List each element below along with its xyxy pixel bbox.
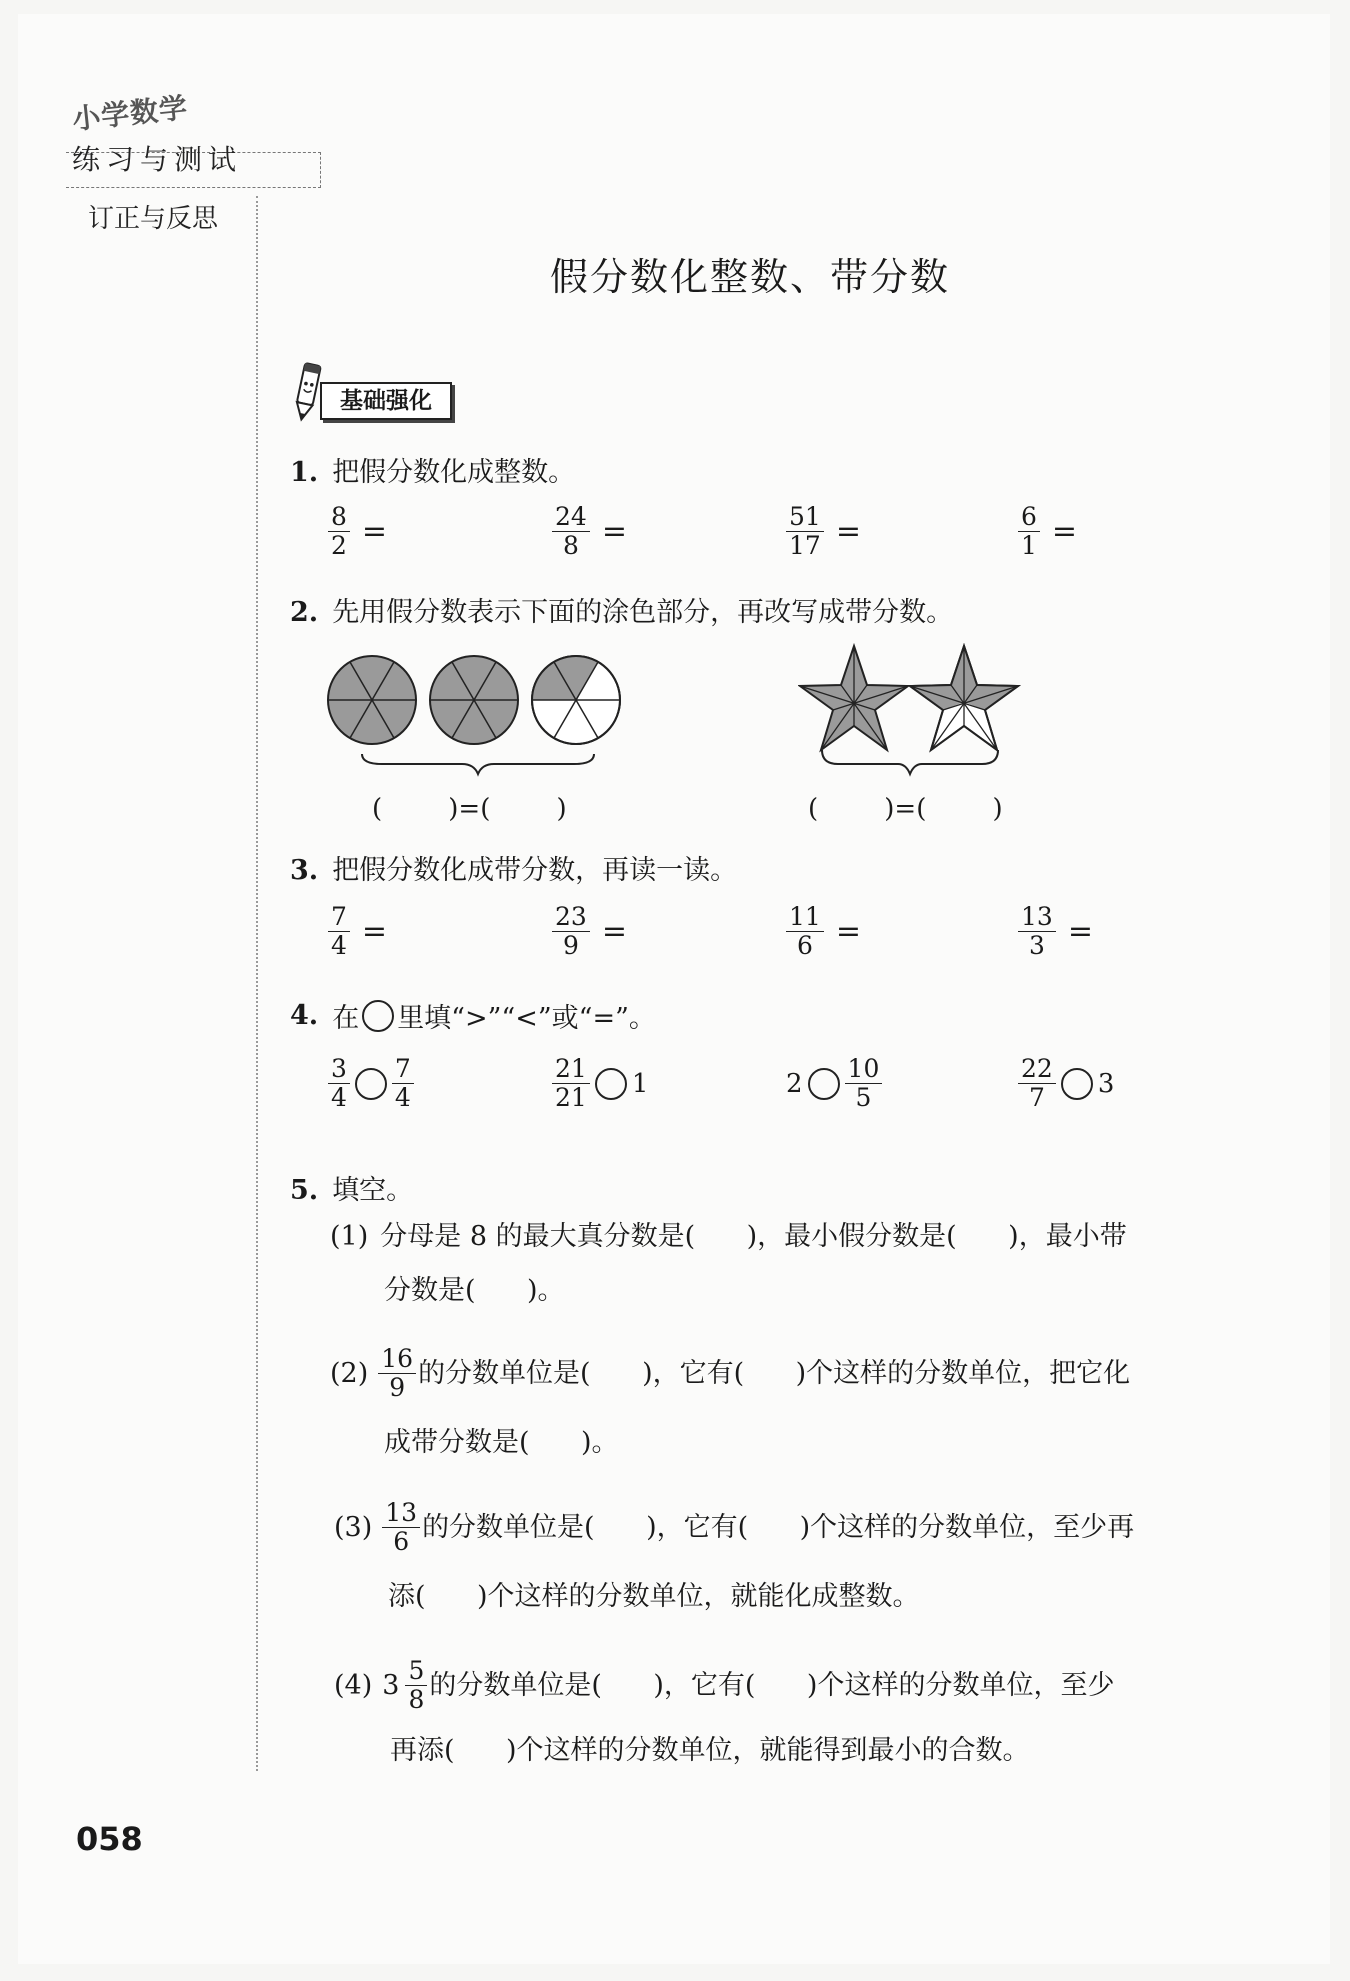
numerator: 8	[328, 504, 350, 532]
equals-sign: =	[361, 914, 388, 950]
numerator: 7	[328, 904, 350, 932]
fraction	[405, 1658, 427, 1714]
pencil-icon	[290, 360, 324, 426]
equals-sign: =	[835, 914, 861, 950]
fraction	[552, 1056, 590, 1112]
whole-number: 2	[786, 1068, 803, 1099]
numerator: 10	[845, 1056, 883, 1084]
question-prompt-start: 在	[332, 1003, 360, 1034]
equals-sign: =	[1067, 914, 1093, 950]
q5-part-3-line-1	[334, 1500, 1134, 1556]
question-number: 3.	[290, 855, 319, 886]
numerator: 11	[786, 904, 824, 932]
denominator: 9	[562, 931, 579, 961]
equals-sign: =	[601, 514, 627, 550]
q4-comparison-2	[550, 1056, 650, 1112]
denominator: 6	[796, 931, 813, 961]
q5-part-4-line-2: 再添( )个这样的分数单位，就能得到最小的合数。	[390, 1735, 1030, 1766]
fraction	[1018, 1056, 1056, 1112]
series-title: 小学数学	[70, 91, 190, 136]
answer-circle[interactable]	[1061, 1068, 1093, 1100]
denominator: 4	[331, 931, 347, 961]
equals-sign: =	[835, 514, 861, 550]
whole-number: 1	[631, 1068, 649, 1099]
denominator: 4	[394, 1083, 411, 1113]
answer-circle[interactable]	[595, 1068, 627, 1100]
denominator: 17	[789, 531, 821, 561]
q1-expression-4	[1016, 504, 1077, 560]
question-number: 2.	[290, 597, 319, 628]
numerator: 3	[328, 1056, 350, 1084]
star-partial	[910, 646, 1018, 750]
lesson-title: 假分数化整数、带分数	[549, 255, 950, 299]
circle-partial	[532, 656, 620, 744]
fraction	[1018, 504, 1040, 560]
question-2-title	[290, 590, 953, 629]
answer-circle[interactable]	[355, 1068, 387, 1100]
book-title: 练习与测试	[72, 143, 243, 176]
fraction	[392, 1056, 414, 1112]
stars-figure	[798, 640, 1028, 780]
q2-answer-left: ( )=( )	[372, 794, 567, 824]
denominator: 4	[331, 1083, 347, 1113]
fraction	[382, 1500, 420, 1556]
denominator: 2	[331, 531, 347, 561]
fraction	[328, 904, 350, 960]
whole-number: 3	[1097, 1068, 1115, 1099]
fraction	[786, 504, 824, 560]
fraction	[845, 1056, 883, 1112]
question-prompt: 先用假分数表示下面的涂色部分，再改写成带分数。	[332, 597, 954, 628]
fraction	[328, 1056, 350, 1112]
q1-expression-3	[784, 504, 861, 560]
question-1-title	[290, 450, 575, 489]
q3-expression-2	[550, 904, 627, 960]
question-number: 4.	[290, 1000, 319, 1031]
question-prompt: 把假分数化成带分数，再读一读。	[332, 855, 738, 886]
denominator: 8	[408, 1685, 425, 1715]
numerator: 21	[552, 1056, 590, 1084]
page-number: 058	[76, 1820, 143, 1858]
numerator: 13	[382, 1500, 420, 1528]
brace	[362, 754, 594, 774]
fraction	[328, 504, 350, 560]
fraction	[786, 904, 824, 960]
part-text: 的分数单位是( )，它有( )个这样的分数单位，至少再	[422, 1511, 1135, 1543]
comparison-circle-icon	[362, 1000, 394, 1032]
denominator: 1	[1021, 531, 1037, 561]
q1-expression-2	[550, 504, 627, 560]
numerator: 16	[378, 1346, 416, 1374]
numerator: 22	[1018, 1056, 1056, 1084]
denominator: 3	[1028, 931, 1045, 961]
answer-circle[interactable]	[808, 1068, 840, 1100]
fraction	[552, 504, 590, 560]
q3-expression-3	[784, 904, 861, 960]
denominator: 9	[389, 1373, 406, 1403]
numerator: 13	[1018, 904, 1056, 932]
numerator: 51	[786, 504, 824, 532]
fraction	[552, 904, 590, 960]
q3-expression-1	[326, 904, 387, 960]
equals-sign: =	[601, 914, 627, 950]
fraction	[1018, 904, 1056, 960]
question-number: 1.	[290, 457, 319, 488]
q5-part-2-line-1	[330, 1346, 1130, 1402]
q4-comparison-3	[784, 1056, 884, 1112]
q1-expression-1	[326, 504, 387, 560]
denominator: 8	[562, 531, 579, 561]
numerator: 7	[392, 1056, 414, 1084]
fraction	[378, 1346, 416, 1402]
q4-comparison-1	[326, 1056, 416, 1112]
q2-answer-right: ( )=( )	[808, 794, 1003, 824]
part-text: 的分数单位是( )，它有( )个这样的分数单位，把它化	[418, 1357, 1131, 1389]
question-prompt: 把假分数化成整数。	[332, 457, 576, 488]
margin-divider	[256, 196, 258, 1771]
equals-sign: =	[361, 514, 388, 550]
section-label: 基础强化	[320, 382, 452, 420]
brace	[822, 750, 998, 774]
whole-number: 3	[382, 1669, 400, 1701]
part-label: (3)	[334, 1511, 373, 1543]
question-3-title	[290, 848, 737, 887]
numerator: 5	[405, 1658, 427, 1686]
q5-part-1-line-2: 分数是( )。	[384, 1275, 565, 1306]
q4-comparison-4	[1016, 1056, 1116, 1112]
part-label: (1)	[330, 1221, 369, 1252]
circle-full-2	[430, 656, 518, 744]
part-text: 的分数单位是( )，它有( )个这样的分数单位，至少	[429, 1669, 1115, 1701]
question-5-title	[290, 1168, 413, 1207]
margin-label: 订正与反思	[88, 204, 219, 234]
question-prompt: 填空。	[332, 1175, 414, 1206]
question-4-title	[290, 996, 656, 1035]
denominator: 21	[555, 1083, 587, 1113]
q3-expression-4	[1016, 904, 1093, 960]
q5-part-2-line-2: 成带分数是( )。	[384, 1427, 619, 1458]
circle-full-1	[328, 656, 416, 744]
question-prompt-end: 里填“>”“<”或“=”。	[397, 1003, 656, 1034]
part-label: (2)	[330, 1357, 369, 1389]
section-badge	[290, 378, 460, 422]
denominator: 6	[393, 1527, 410, 1557]
part-text: 分母是 8 的最大真分数是( )，最小假分数是( )，最小带	[380, 1221, 1127, 1252]
star-full	[800, 646, 908, 750]
q5-part-3-line-2: 添( )个这样的分数单位，就能化成整数。	[388, 1581, 920, 1612]
q5-part-1-line-1	[330, 1218, 1127, 1256]
equals-sign: =	[1051, 514, 1078, 550]
numerator: 6	[1018, 504, 1040, 532]
numerator: 23	[552, 904, 590, 932]
question-number: 5.	[290, 1175, 319, 1206]
circles-figure	[322, 650, 632, 780]
part-label: (4)	[334, 1669, 373, 1701]
denominator: 7	[1028, 1083, 1045, 1113]
numerator: 24	[552, 504, 590, 532]
denominator: 5	[855, 1083, 872, 1113]
q5-part-4-line-1	[334, 1658, 1114, 1714]
